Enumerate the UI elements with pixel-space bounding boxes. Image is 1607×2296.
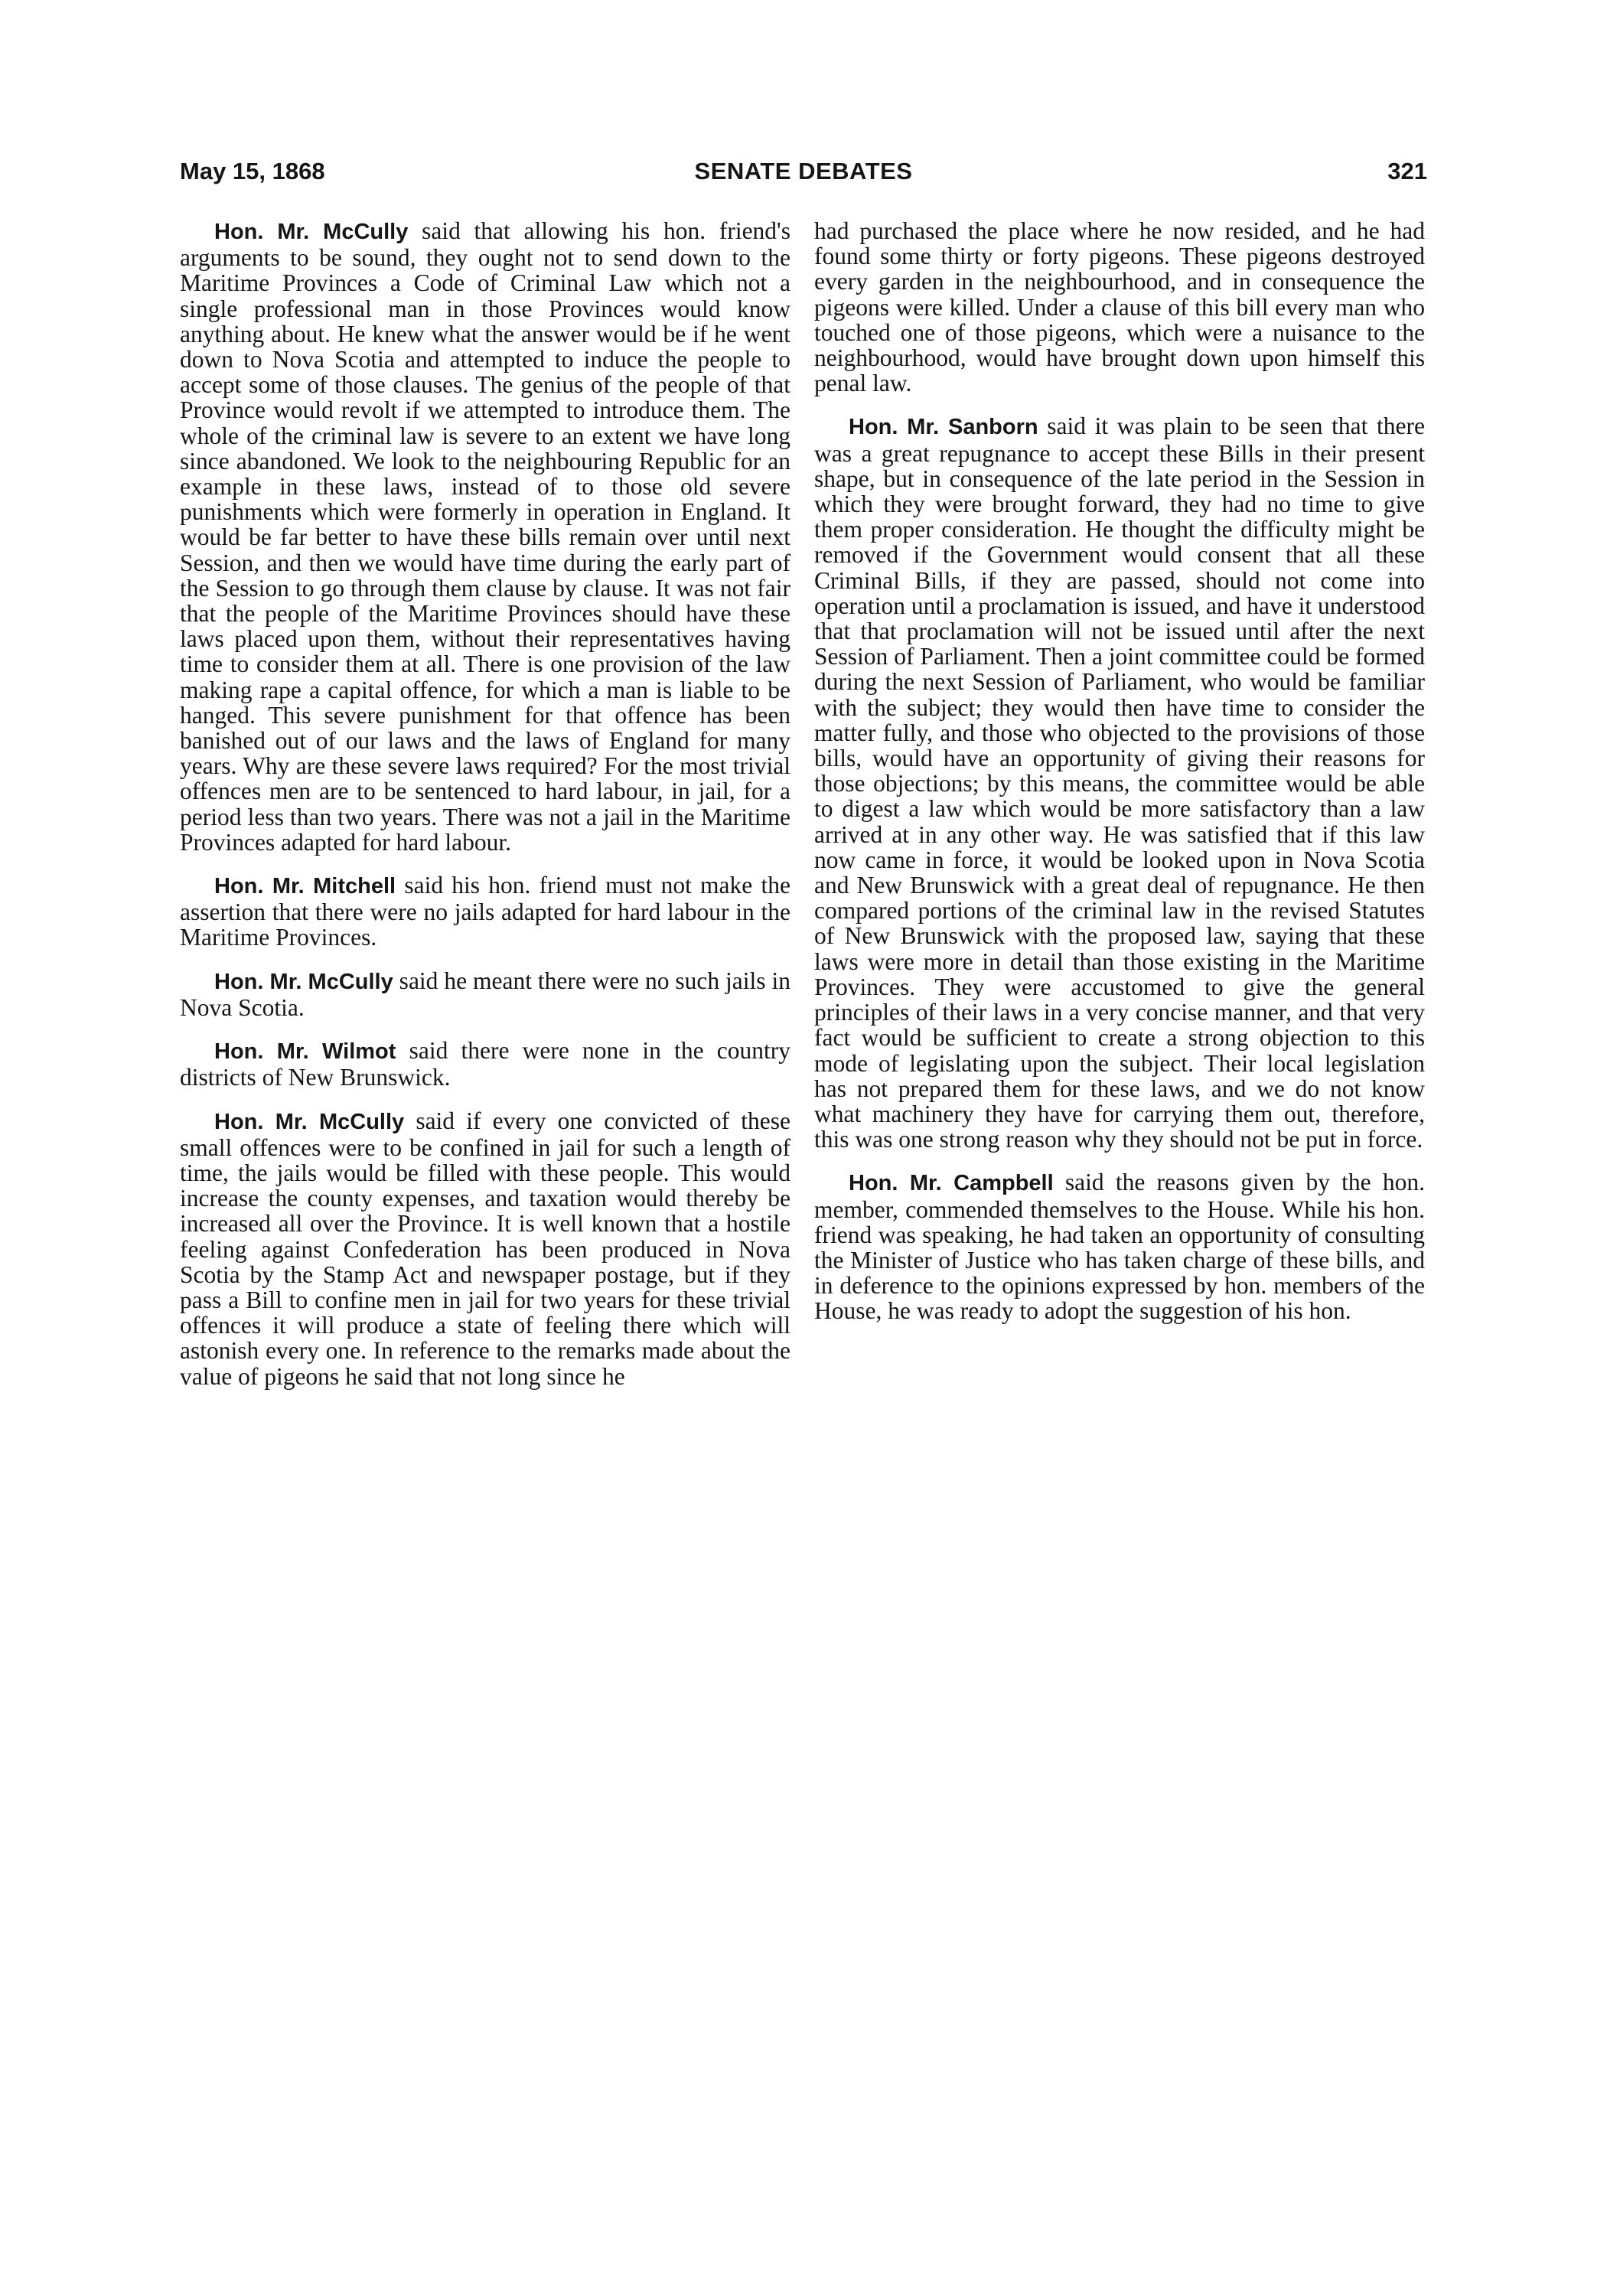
speech-text: said the reasons given by the hon. member, commended themselves to the House. While his hon. friend was speaking, he had taken an opportunity of consulting the Minister of Justice who has taken charge of these bills, and in deference to the opinions expressed by hon. members of the House, he was ready to adopt the suggestion of his hon. [814,1169,1425,1325]
header-title: SENATE DEBATES [694,158,913,184]
speech-text: said his hon. friend must not make the assertion that there were no jails adapted for hard labour in the Maritime Provinces. [180,872,790,951]
speech-paragraph [180,968,790,1020]
speaker-name: Hon. Mr. Wilmot [214,1039,396,1065]
speaker-name: Hon. Mr. McCully [214,1109,405,1134]
page-header [180,158,1427,193]
speech-paragraph [180,1038,790,1090]
speaker-name: Hon. Mr. McCully [214,220,409,244]
speech-paragraph [180,218,790,855]
left-column [180,218,790,1407]
speech-paragraph [180,872,790,951]
speech-text: said if every one convicted of these small offences were to be confined in jail for such a length of time, the jails would be filled with these people. This would increase the county expenses, and taxation would thereby be increased all over the Province. It is well known that a hostile feeling against Confederation has been produced in Nova Scotia by the Stamp Act and newspaper postage, but if they pass a Bill to confine men in jail for two years for these trivial offences it will produce a state of feeling there which will astonish every one. In reference to the remarks made about the value of pigeons he said that not long since he [180,1107,790,1390]
speech-paragraph [180,1108,790,1389]
speech-text: said he meant there were no such jails in Nova Scotia. [180,967,790,1021]
speech-paragraph [814,413,1425,1152]
header-date: May 15, 1868 [180,158,325,184]
speech-text: said it was plain to be seen that there was a great repugnance to accept these Bills in their present shape, but in consequence of the late period in the Session in which they were brought forward, they had no time to give them proper consideration. He thought the difficulty might be removed if the Government would consent that all these Criminal Bills, if they are passed, should not come into operation until a proclamation is issued, and have it understood that that proclamation will not be issued until after the next Session of Parliament. Then a joint committee could be formed during the next Session of Parliament, who would be familiar with the subject; they would then have time to consider the matter fully, and those who objected to the provisions of those bills, would have an opportunity of giving their reasons for those objections; by this means, the committee would be able to digest a law which would be more satisfactory than a law arrived at in any other way. He was satisfied that if this law now came in force, it would be looked upon in Nova Scotia and New Brunswick with a great deal of repugnance. He then compared portions of the criminal law in the revised Statutes of New Brunswick with the proposed law, saying that these laws were more in detail than those existing in the Maritime Provinces. They were accustomed to give the general principles of their laws in a very concise manner, and that very fact would be sufficient to create a strong objection to this mode of legislating upon the subject. Their local legislation has not prepared them for these laws, and we do not know what machinery they have for carrying them out, therefore, this was one strong reason why they should not be put in force. [814,413,1425,1153]
page-number: 321 [1387,158,1427,184]
speaker-name: Hon. Mr. McCully [214,969,393,994]
speech-text: said there were none in the country districts of New Brunswick. [180,1037,790,1091]
right-column [814,218,1425,1342]
speech-text: said that allowing his hon. friend's arguments to be sound, they ought not to send down to the Maritime Provinces a Code of Criminal Law which not a single professional man in those Provinces would know anything about. He knew what the answer would be if he went down to Nova Scotia and attempted to induce the people to accept some of those clauses. The genius of the people of that Province would revolt if we attempted to introduce them. The whole of the criminal law is severe to an extent we have long since abandoned. We look to the neighbouring Republic for an example in these laws, instead of to those old severe punishments which were formerly in operation in England. It would be far better to have these bills remain over until next Session, and then we would have time during the early part of the Session to go through them clause by clause. It was not fair that the people of the Maritime Provinces should have these laws placed upon them, without their representatives having time to consider them at all. There is one provision of the law making rape a capital offence, for which a man is liable to be hanged. This severe punishment for that offence has been banished out of our laws and the laws of England for many years. Why are these severe laws required? For the most trivial offences men are to be sentenced to hard labour, in jail, for a period less than two years. There was not a jail in the Maritime Provinces adapted for hard labour. [180,217,790,856]
speaker-name: Hon. Mr. Sanborn [849,415,1038,440]
speech-paragraph [814,1169,1425,1323]
speech-paragraph-continued [814,218,1425,396]
speech-text: had purchased the place where he now resided, and he had found some thirty or forty pigeons. These pigeons destroyed every garden in the neighbourhood, and in consequence the pigeons were killed. Under a clause of this bill every man who touched one of those pigeons, which were a nuisance to the neighbourhood, would have brought down upon himself this penal law. [814,217,1425,397]
speaker-name: Hon. Mr. Mitchell [214,874,396,899]
speaker-name: Hon. Mr. Campbell [849,1171,1054,1196]
